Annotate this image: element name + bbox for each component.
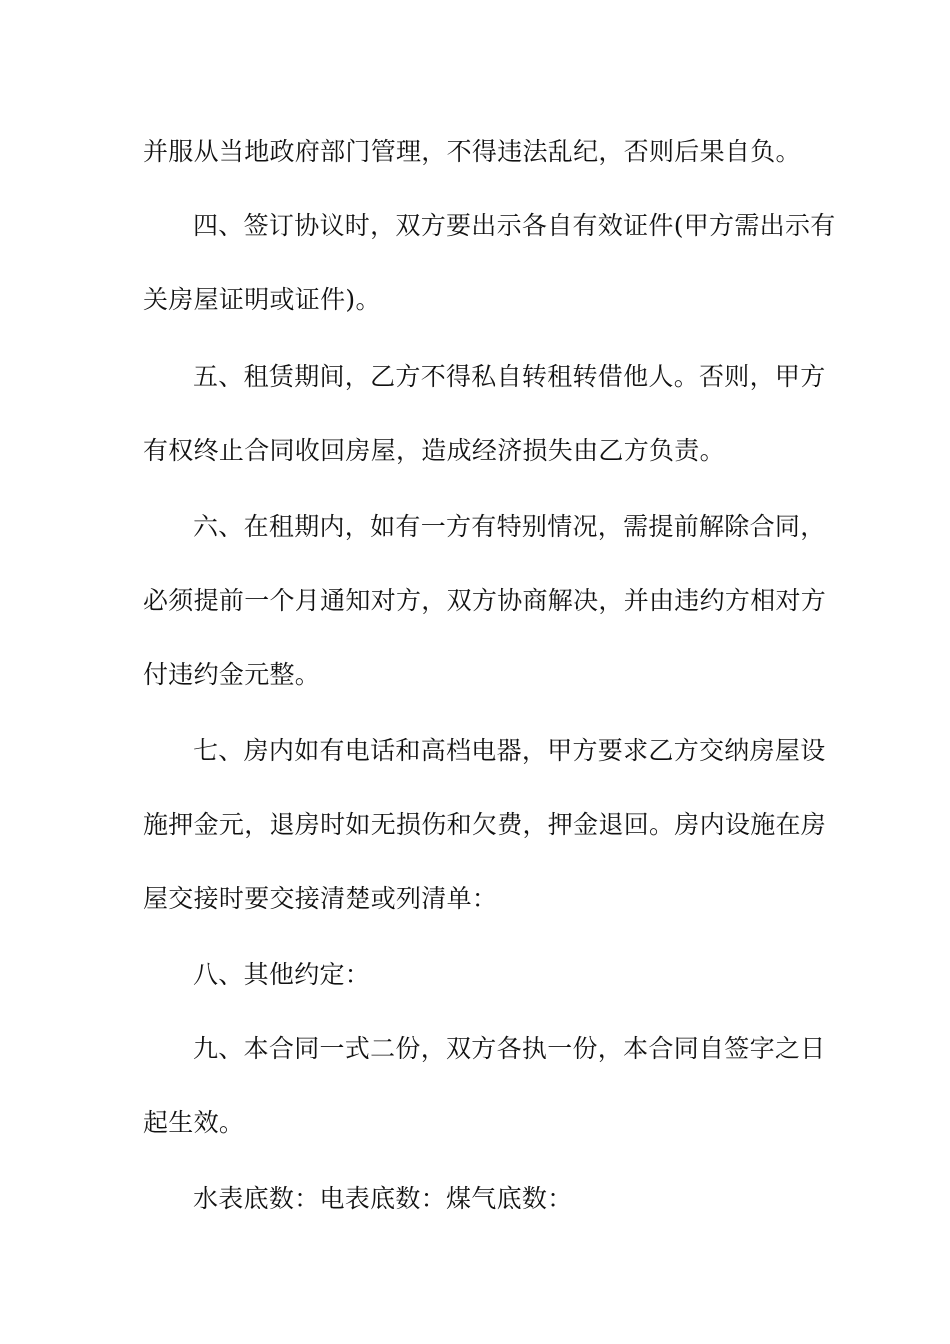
clause-nine-line: 九、本合同一式二份，双方各执一份，本合同自签字之日 [193, 1034, 826, 1063]
paragraph-line: 起生效。 [143, 1108, 245, 1137]
paragraph-line: 施押金元，退房时如无损伤和欠费，押金退回。房内设施在房 [143, 810, 827, 839]
meter-readings-line: 水表底数：电表底数：煤气底数： [193, 1184, 573, 1213]
clause-five-line: 五、租赁期间，乙方不得私自转租转借他人。否则，甲方 [193, 362, 826, 391]
clause-four-line: 四、签订协议时，双方要出示各自有效证件(甲方需出示有 [193, 211, 836, 240]
clause-six-line: 六、在租期内，如有一方有特别情况，需提前解除合同， [193, 512, 826, 541]
paragraph-line: 有权终止合同收回房屋，造成经济损失由乙方负责。 [143, 436, 725, 465]
paragraph-line: 并服从当地政府部门管理，不得违法乱纪，否则后果自负。 [143, 137, 801, 166]
clause-seven-line: 七、房内如有电话和高档电器，甲方要求乙方交纳房屋设 [193, 736, 826, 765]
paragraph-line: 付违约金元整。 [143, 660, 321, 689]
paragraph-line: 必须提前一个月通知对方，双方协商解决，并由违约方相对方 [143, 586, 827, 615]
paragraph-line: 屋交接时要交接清楚或列清单： [143, 884, 498, 913]
paragraph-line: 关房屋证明或证件)。 [143, 285, 381, 314]
clause-eight-line: 八、其他约定： [193, 960, 371, 989]
